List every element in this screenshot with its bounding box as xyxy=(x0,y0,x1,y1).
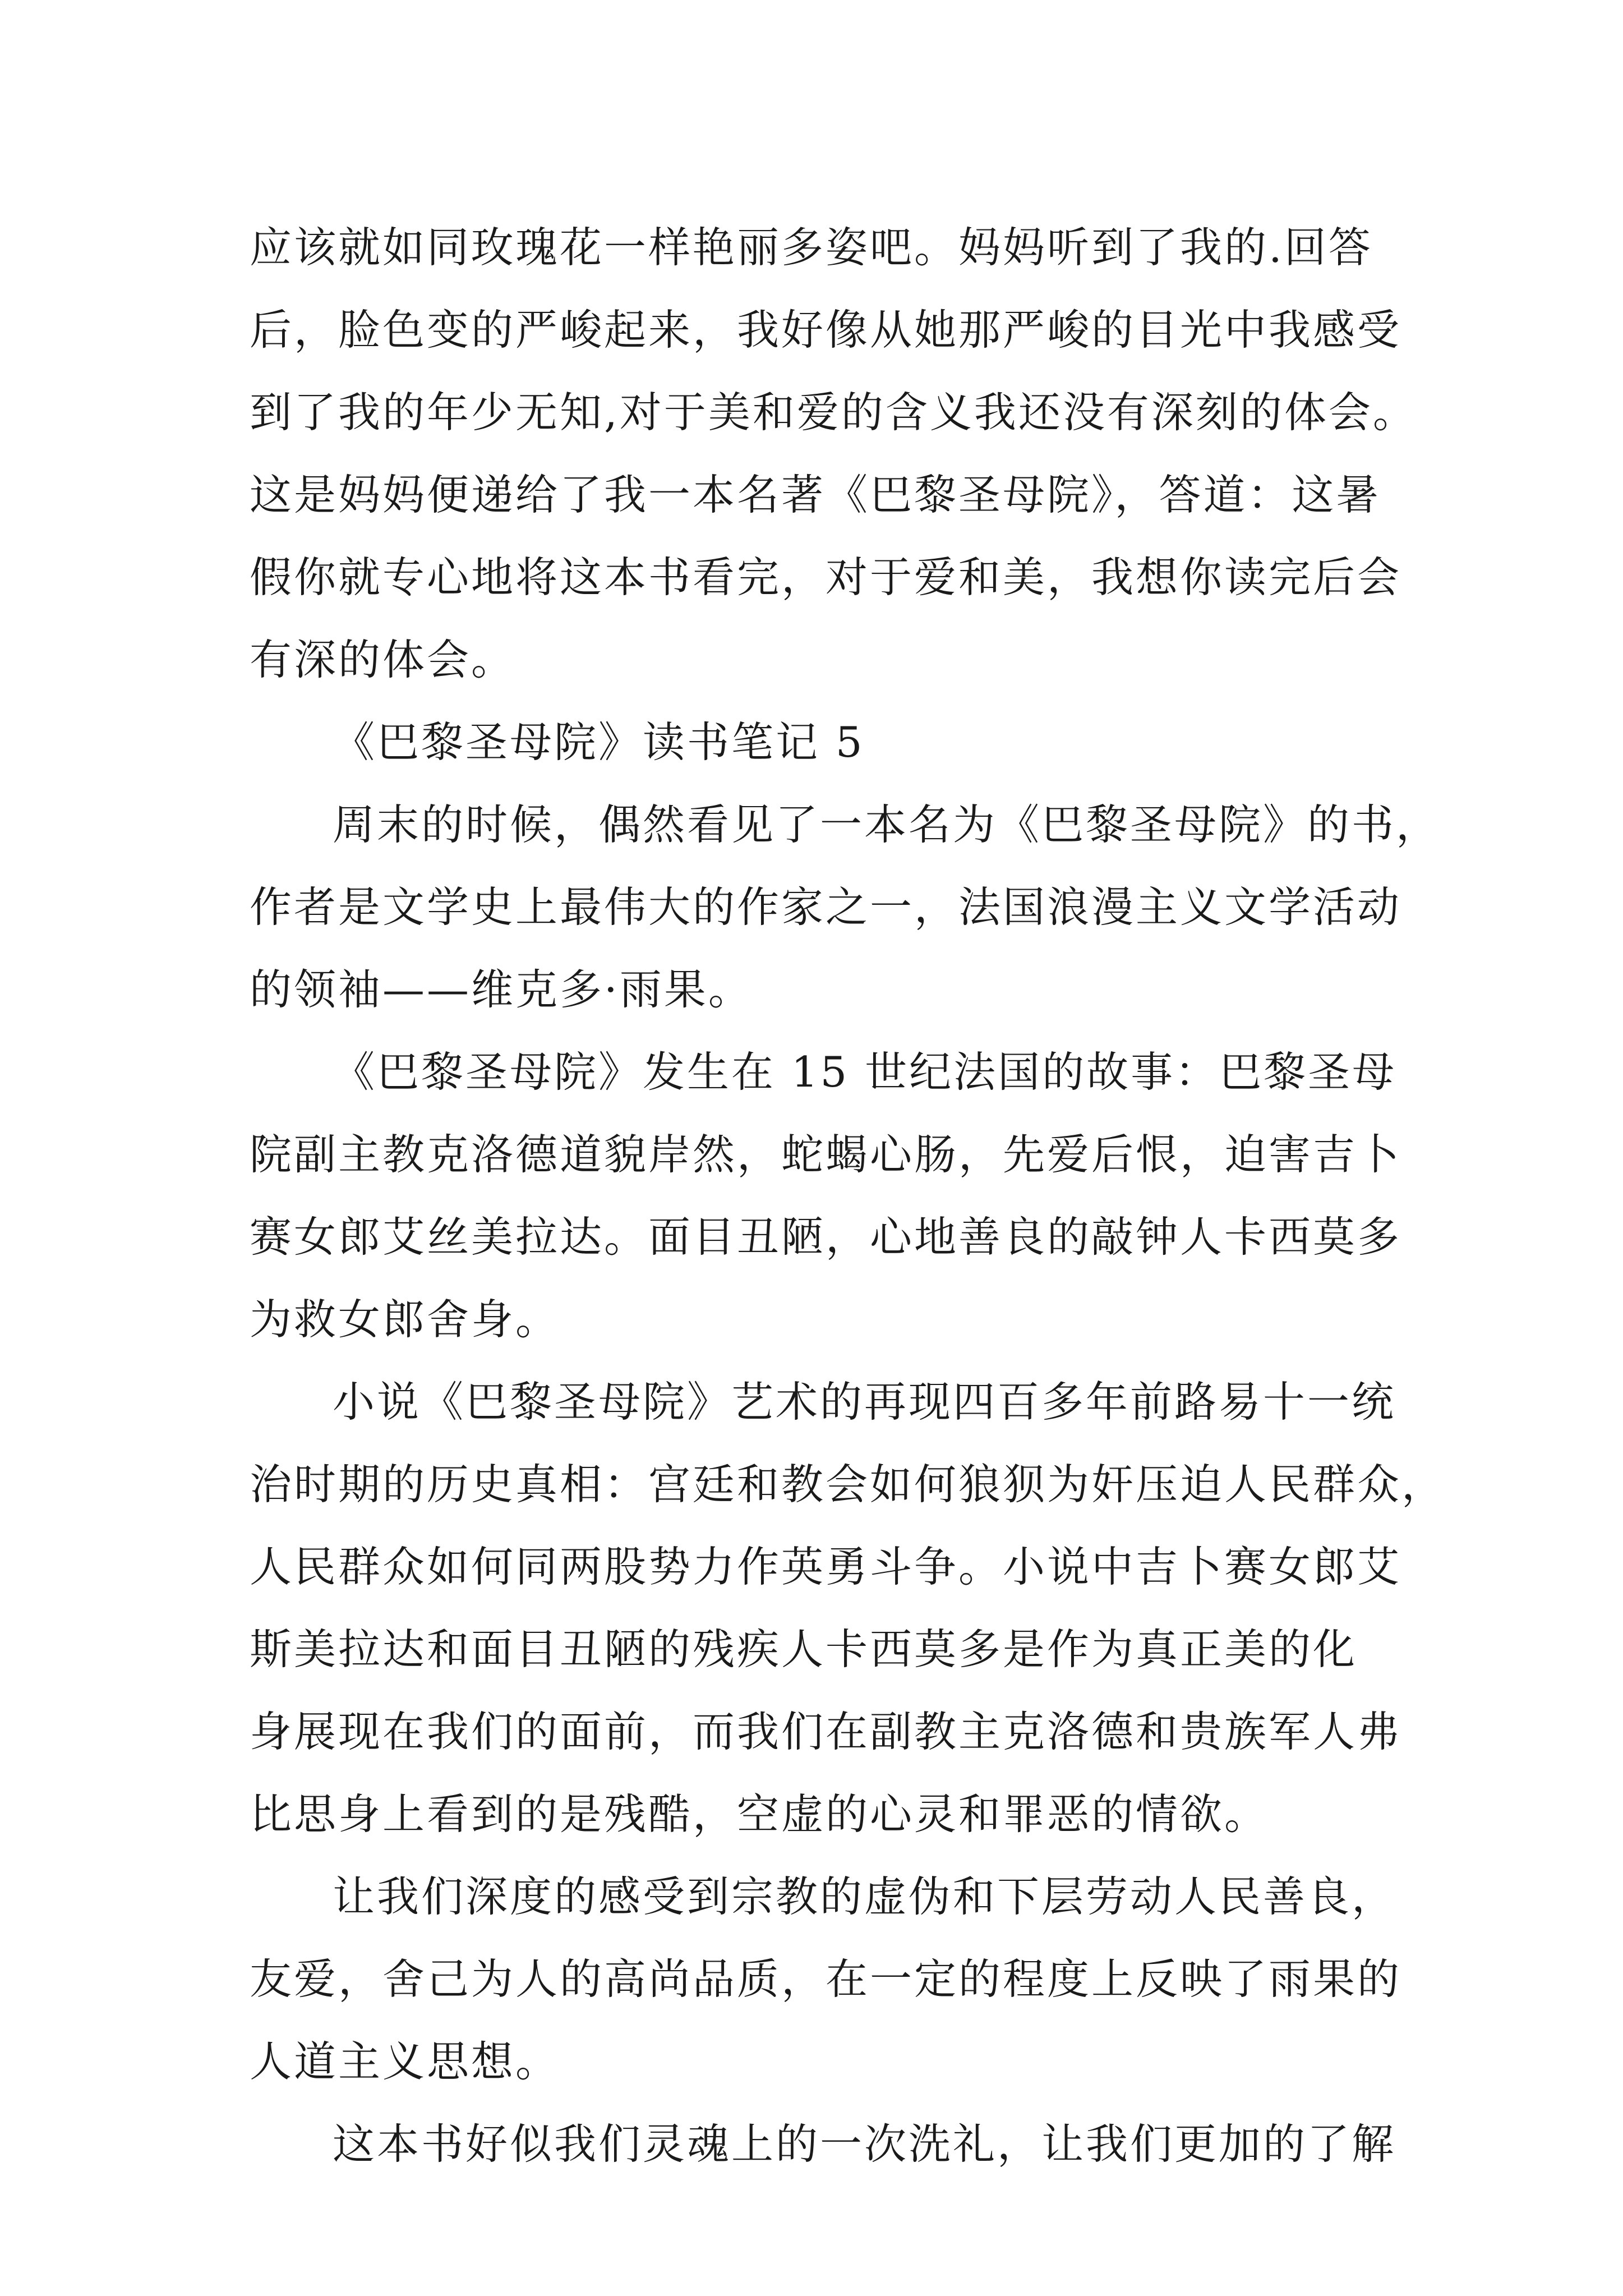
text-line: 人民群众如何同两股势力作英勇斗争。小说中吉卜赛女郎艾 xyxy=(250,1542,1402,1591)
text-line: 周末的时候，偶然看见了一本名为《巴黎圣母院》的书， xyxy=(333,800,1441,849)
paragraph-story xyxy=(250,1031,1455,1361)
paragraph-closing xyxy=(250,2103,1455,2185)
paragraph-intro xyxy=(250,206,1455,701)
text-line: 应该就如同玫瑰花一样艳丽多姿吧。妈妈听到了我的.回答 xyxy=(250,223,1373,272)
text-column xyxy=(250,206,1455,2185)
text-line: 这本书好似我们灵魂上的一次洗礼，让我们更加的了解 xyxy=(333,2119,1396,2169)
paragraph-history xyxy=(250,1361,1455,1856)
text-line: 小说《巴黎圣母院》艺术的再现四百多年前路易十一统 xyxy=(333,1377,1396,1427)
text-line: 人道主义思想。 xyxy=(250,2037,560,2086)
text-line: 斯美拉达和面目丑陋的残疾人卡西莫多是作为真正美的化 xyxy=(250,1625,1358,1674)
text-line: 身展现在我们的面前，而我们在副教主克洛德和贵族军人弗 xyxy=(250,1707,1402,1756)
text-line: 让我们深度的感受到宗教的虚伪和下层劳动人民善良， xyxy=(333,1872,1396,1921)
section-heading xyxy=(250,701,1455,784)
text-line: 为救女郎舍身。 xyxy=(250,1295,560,1344)
text-line: 友爱，舍己为人的高尚品质，在一定的程度上反映了雨果的 xyxy=(250,1954,1402,2004)
text-line: 院副主教克洛德道貌岸然，蛇蝎心肠，先爱后恨，迫害吉卜 xyxy=(250,1130,1402,1179)
text-line: 作者是文学史上最伟大的作家之一，法国浪漫主义文学活动 xyxy=(250,882,1402,932)
text-line: 有深的体会。 xyxy=(250,635,516,684)
text-line: 《巴黎圣母院》发生在 15 世纪法国的故事：巴黎圣母 xyxy=(333,1047,1397,1097)
paragraph-weekend xyxy=(250,784,1455,1031)
text-line: 治时期的历史真相：宫廷和教会如何狼狈为奸压迫人民群众， xyxy=(250,1460,1446,1509)
text-line: 赛女郎艾丝美拉达。面目丑陋，心地善良的敲钟人卡西莫多 xyxy=(250,1212,1402,1262)
text-line: 这是妈妈便递给了我一本名著《巴黎圣母院》，答道：这暑 xyxy=(250,470,1381,519)
text-line: 的领袖——维克多·雨果。 xyxy=(250,965,753,1014)
text-line: 后，脸色变的严峻起来，我好像从她那严峻的目光中我感受 xyxy=(250,305,1402,355)
text-line: 假你就专心地将这本书看完，对于爱和美，我想你读完后会 xyxy=(250,553,1402,602)
heading-line: 《巴黎圣母院》读书笔记 5 xyxy=(333,717,865,767)
paragraph-humanism xyxy=(250,1856,1455,2103)
text-line: 比思身上看到的是残酷，空虚的心灵和罪恶的情欲。 xyxy=(250,1789,1269,1839)
text-line: 到了我的年少无知,对于美和爱的含义我还没有深刻的体会。 xyxy=(250,388,1417,437)
